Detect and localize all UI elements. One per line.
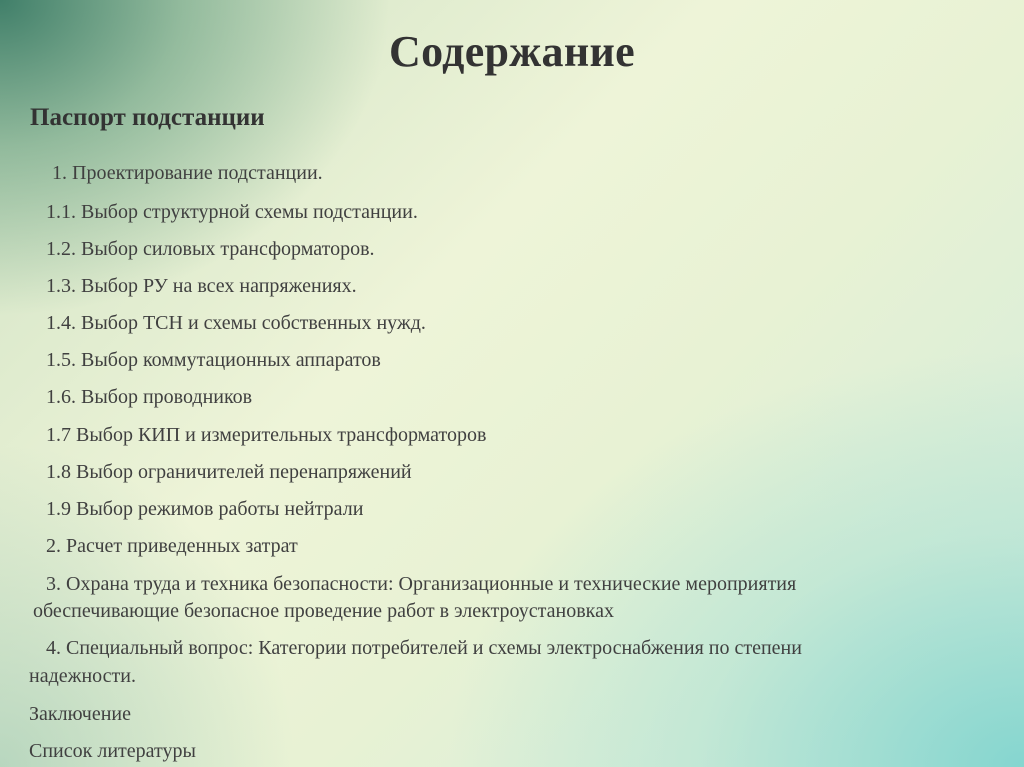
toc-item: 1.8 Выбор ограничителей перенапряжений bbox=[46, 461, 412, 483]
toc-item: 1.7 Выбор КИП и измерительных трансформаторов bbox=[46, 424, 487, 446]
toc-item: 1.5. Выбор коммутационных аппаратов bbox=[46, 349, 381, 371]
toc-item: 2. Расчет приведенных затрат bbox=[46, 535, 298, 557]
toc-item: 1.9 Выбор режимов работы нейтрали bbox=[46, 498, 364, 520]
toc-item: 1.4. Выбор ТСН и схемы собственных нужд. bbox=[46, 312, 426, 334]
toc-item-references: Список литературы bbox=[29, 740, 196, 762]
toc-item: 1.3. Выбор РУ на всех напряжениях. bbox=[46, 275, 357, 297]
toc-item: 1.2. Выбор силовых трансформаторов. bbox=[46, 238, 375, 260]
slide-title: Содержание bbox=[389, 27, 635, 76]
toc-item: 1.1. Выбор структурной схемы подстанции. bbox=[46, 201, 418, 223]
toc-item: 1.6. Выбор проводников bbox=[46, 386, 253, 408]
toc-item-continuation: обеспечивающие безопасное проведение работ в электроустановках bbox=[33, 600, 614, 622]
toc-item: 4. Специальный вопрос: Категории потребителей и схемы электроснабжения по степени bbox=[46, 637, 802, 659]
section-heading: Паспорт подстанции bbox=[30, 104, 265, 131]
toc-item: 3. Охрана труда и техника безопасности: Организационные и технические мероприятия bbox=[46, 573, 797, 595]
toc-item: 1. Проектирование подстанции. bbox=[52, 162, 323, 184]
toc-item-continuation: надежности. bbox=[29, 665, 136, 687]
toc-item-conclusion: Заключение bbox=[29, 703, 131, 725]
